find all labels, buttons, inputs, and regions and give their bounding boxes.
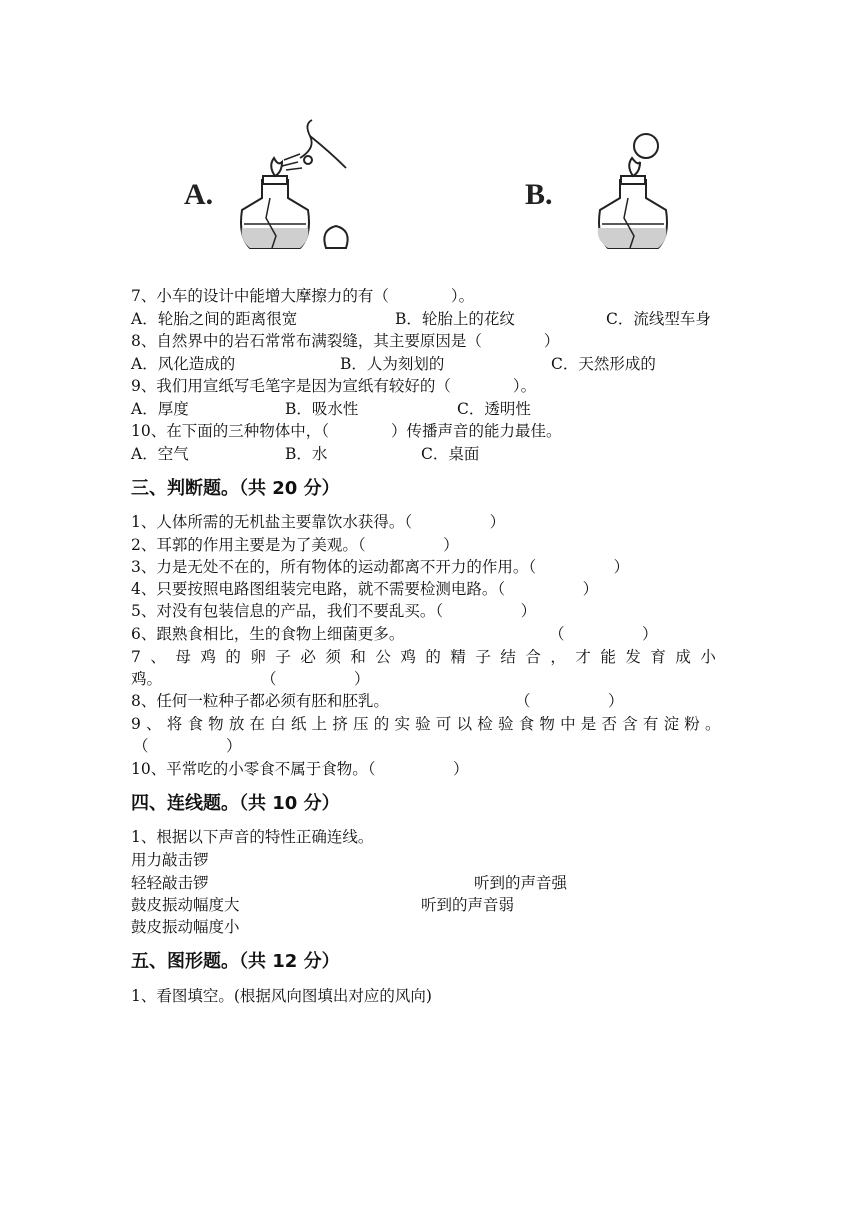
judge-item-6-blank: （ ） (549, 625, 658, 643)
q7-stem: 7、小车的设计中能增大摩擦力的有（ ）。 (131, 287, 475, 305)
match-right-2: 听到的声音弱 (421, 896, 515, 914)
section4-title: 四、连线题。（共 10 分） (131, 793, 340, 814)
match-left-1: 用力敲击锣 (131, 851, 209, 869)
match-left-3: 鼓皮振动幅度大 (131, 896, 240, 914)
match-right-1: 听到的声音强 (474, 874, 568, 892)
judge-item-10: 10、平常吃的小零食不属于食物。（ ） (131, 760, 469, 778)
q10-option-a: A．空气 (131, 445, 189, 463)
judge-item-3: 3、力是无处不在的，所有物体的运动都离不开力的作用。（ ） (131, 558, 630, 576)
q8-option-c: C．天然形成的 (551, 355, 656, 373)
match-left-4: 鼓皮振动幅度小 (131, 918, 240, 936)
q7-option-b: B．轮胎上的花纹 (395, 310, 515, 328)
judge-item-7-cont: 鸡。 (131, 670, 163, 688)
judge-item-7-blank: （ ） (261, 670, 370, 688)
match-question: 1、根据以下声音的特性正确连线。 (131, 828, 374, 846)
figure-question: 1、看图填空。(根据风向图填出对应的风向) (131, 987, 432, 1005)
q7-option-c: C．流线型车身 (606, 310, 711, 328)
judge-item-8: 8、任何一粒种子都必须有胚和胚乳。 (131, 692, 389, 710)
q9-option-a: A．厚度 (131, 400, 189, 418)
judge-item-4: 4、只要按照电路图组装完电路，就不需要检测电路。（ ） (131, 580, 599, 598)
lamp-b-icon (598, 134, 667, 248)
q9-option-b: B．吸水性 (285, 400, 359, 418)
q9-option-c: C．透明性 (457, 400, 531, 418)
section3-title: 三、判断题。（共 20 分） (131, 478, 340, 499)
judge-item-5: 5、对没有包装信息的产品，我们不要乱买。（ ） (131, 602, 537, 620)
judge-item-2: 2、耳郭的作用主要是为了美观。（ ） (131, 536, 459, 554)
judge-item-6: 6、跟熟食相比，生的食物上细菌更多。 (131, 625, 405, 643)
figure-label-b: B. (525, 178, 553, 211)
section5-title: 五、图形题。（共 12 分） (131, 951, 340, 972)
q8-option-a: A．风化造成的 (131, 355, 236, 373)
match-left-2: 轻轻敲击锣 (131, 874, 209, 892)
judge-item-9-blank: （ ） (133, 737, 242, 755)
judge-item-9: 9、将食物放在白纸上挤压的实验可以检验食物中是否含有淀粉。 (131, 715, 726, 733)
judge-item-8-blank: （ ） (515, 692, 624, 710)
q8-option-b: B．人为刻划的 (340, 355, 445, 373)
lamp-a-icon (241, 120, 348, 248)
alcohol-lamp-figure (170, 118, 730, 268)
q10-stem: 10、在下面的三种物体中，（ ）传播声音的能力最佳。 (131, 422, 562, 440)
q8-stem: 8、自然界中的岩石常常布满裂缝，其主要原因是（ ） (131, 332, 560, 350)
judge-item-7: 7、母鸡的卵子必须和公鸡的精子结合，才能发育成小 (131, 648, 726, 666)
q9-stem: 9、我们用宣纸写毛笔字是因为宣纸有较好的（ ）。 (131, 377, 537, 395)
q10-option-c: C．桌面 (421, 445, 480, 463)
figure-label-a: A. (184, 178, 214, 211)
q7-option-a: A．轮胎之间的距离很宽 (131, 310, 298, 328)
judge-item-1: 1、人体所需的无机盐主要靠饮水获得。（ ） (131, 513, 506, 531)
q10-option-b: B．水 (285, 445, 328, 463)
